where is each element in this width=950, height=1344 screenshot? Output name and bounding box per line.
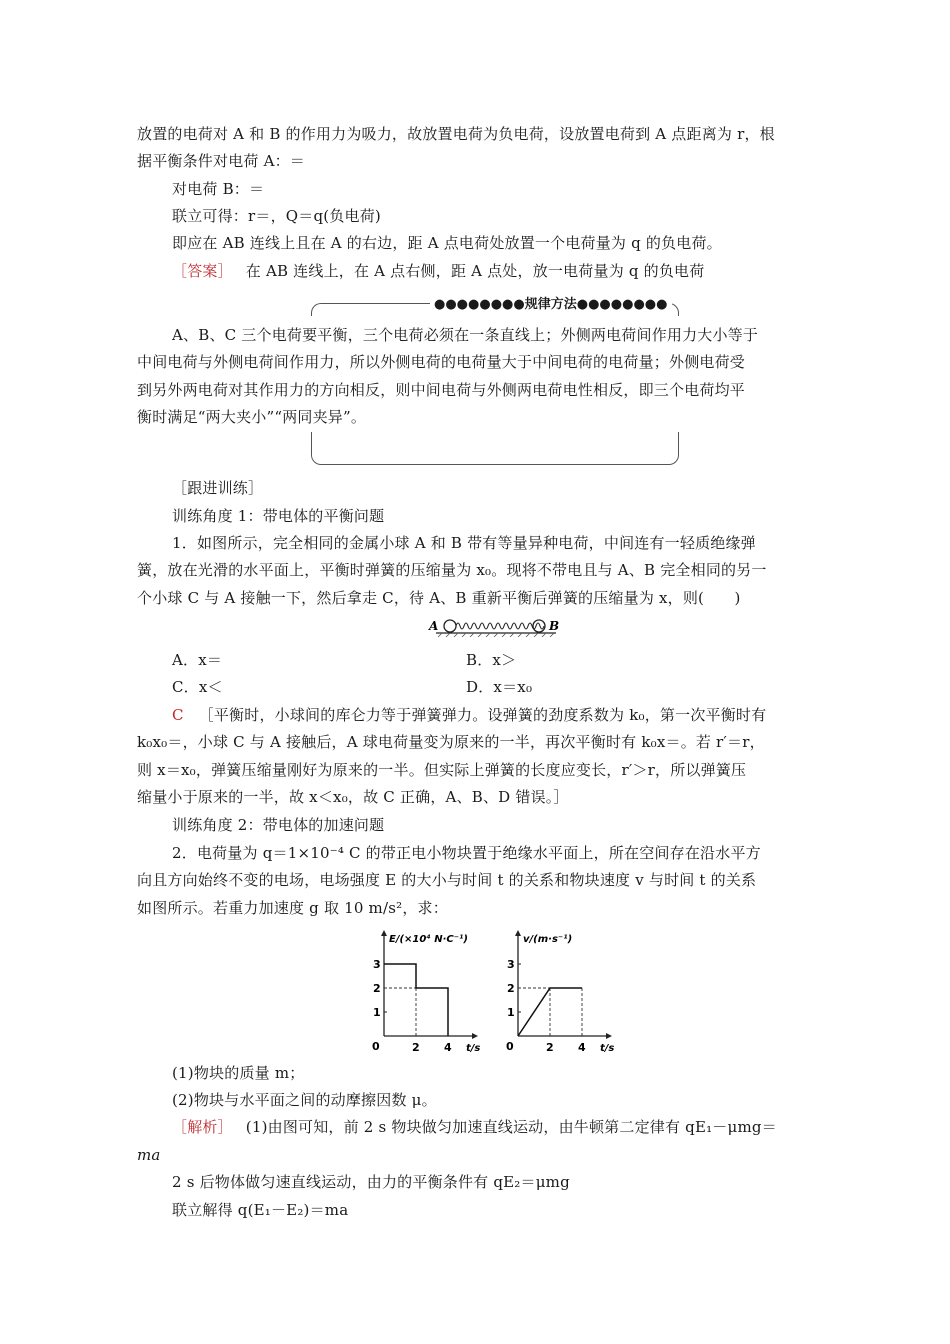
v-t-chart xyxy=(494,926,624,1054)
option-b: B．x＞ xyxy=(466,651,517,669)
analysis-text: 2 s 后物体做匀速直线运动，由力的平衡条件有 qE₂＝μmg xyxy=(172,1173,570,1191)
solution-text: 缩量小于原来的一半，故 x＜x₀，故 C 正确，A、B、D 错误。］ xyxy=(137,788,569,806)
spring-figure xyxy=(428,616,563,638)
x-axis-arrow xyxy=(472,1033,478,1039)
method-text: A、B、C 三个电荷要平衡，三个电荷必须在一条直线上；外侧两电荷间作用力大小等于 xyxy=(172,326,759,344)
y-tick-label: 3 xyxy=(507,958,515,971)
x-tick-label: 2 xyxy=(546,1041,554,1054)
origin-label: 0 xyxy=(506,1040,514,1053)
analysis-tag: ［解析］ xyxy=(172,1118,233,1136)
option-a: A．x＝ xyxy=(172,651,223,669)
sub-question: (2)物块与水平面之间的动摩擦因数 μ。 xyxy=(172,1091,437,1109)
question-text: 向且方向始终不变的电场，电场强度 E 的大小与时间 t 的关系和物块速度 v 与时间 t 的关系 xyxy=(137,871,757,889)
text-line: 放置的电荷对 A 和 B 的作用力为吸力，故放置电荷为负电荷，设放置电荷到 A 点距离为 r，根 xyxy=(137,125,775,143)
method-text: 中间电荷与外侧电荷间作用力，所以外侧电荷的电荷量大于中间电荷的电荷量；外侧电荷受 xyxy=(137,353,746,371)
y-tick-label: 1 xyxy=(373,1006,381,1019)
ball-a-label: A xyxy=(429,619,439,633)
origin-label: 0 xyxy=(372,1040,380,1053)
ball-b-label: B xyxy=(549,619,560,633)
text-line: 据平衡条件对电荷 A：＝ xyxy=(137,152,306,170)
x-axis-label: t/s xyxy=(600,1043,615,1054)
answer-tag: ［答案］ xyxy=(172,262,233,280)
question-text: 个小球 C 与 A 接触一下，然后拿走 C，待 A、B 重新平衡后弹簧的压缩量为 x，则( ) xyxy=(137,589,741,607)
question-text: 簧，放在光滑的水平面上，平衡时弹簧的压缩量为 x₀。现将不带电且与 A、B 完全相同的另一 xyxy=(137,561,767,579)
text-line: 联立可得：r＝，Q＝q(负电荷) xyxy=(172,207,381,225)
y-axis-label: E/(×10⁴ N·C⁻¹) xyxy=(389,934,468,945)
y-tick-label: 2 xyxy=(507,982,515,995)
solution-line xyxy=(172,705,766,725)
text-line: 对电荷 B：＝ xyxy=(172,180,265,198)
analysis-text: 联立解得 q(E₁－E₂)＝ma xyxy=(172,1201,349,1219)
option-d: D．x＝x₀ xyxy=(466,678,533,696)
method-text: 衡时满足“两大夹小”“两同夹异”。 xyxy=(137,408,367,426)
section-heading: ［跟进训练］ xyxy=(172,479,264,497)
question-text: 如图所示。若重力加速度 g 取 10 m/s²，求： xyxy=(137,899,448,917)
answer-text: 在 AB 连线上，在 A 点右侧，距 A 点处，放一电荷量为 q 的负电荷 xyxy=(245,262,705,280)
y-axis-label: v/(m·s⁻¹) xyxy=(523,934,573,945)
y-axis-arrow xyxy=(515,930,521,936)
solution-tag: C xyxy=(172,706,184,724)
x-axis-arrow xyxy=(606,1033,612,1039)
analysis-line xyxy=(172,1117,777,1137)
x-axis-label: t/s xyxy=(466,1043,481,1054)
method-box-bottom-frame xyxy=(311,432,679,465)
method-text: 到另外两电荷对其作用力的方向相反，则中间电荷与外侧两电荷电性相反，即三个电荷均平 xyxy=(137,381,746,399)
ball-a xyxy=(444,620,456,632)
y-tick-label: 3 xyxy=(373,958,381,971)
ball-b xyxy=(533,620,545,632)
section-subheading: 训练角度 1：带电体的平衡问题 xyxy=(172,507,385,525)
spring xyxy=(456,623,544,629)
x-tick-label: 4 xyxy=(444,1041,452,1054)
analysis-text: ma xyxy=(137,1146,161,1164)
y-axis-arrow xyxy=(381,930,387,936)
x-tick-label: 2 xyxy=(412,1041,420,1054)
method-box-title: ●●●●●●●●规律方法●●●●●●●● xyxy=(430,293,672,312)
y-tick-label: 2 xyxy=(373,982,381,995)
solution-text: k₀x₀＝，小球 C 与 A 接触后，A 球电荷量变为原来的一半，再次平衡时有 k₀x＝。若 r′＝r， xyxy=(137,733,765,751)
y-tick-label: 1 xyxy=(507,1006,515,1019)
question-text: 2．电荷量为 q＝1×10⁻⁴ C 的带正电小物块置于绝缘水平面上，所在空间存在沿水平方 xyxy=(172,844,761,862)
analysis-text: (1)由图可知，前 2 s 物块做匀加速直线运动，由牛顿第二定律有 qE₁－μmg＝ xyxy=(245,1118,777,1136)
x-tick-label: 4 xyxy=(578,1041,586,1054)
answer-line xyxy=(172,261,704,281)
text-line: 即应在 AB 连线上且在 A 的右边，距 A 点电荷处放置一个电荷量为 q 的负电荷。 xyxy=(172,234,722,252)
section-subheading: 训练角度 2：带电体的加速问题 xyxy=(172,816,385,834)
option-c: C．x＜ xyxy=(172,678,223,696)
e-t-chart xyxy=(360,926,490,1054)
question-text: 1．如图所示，完全相同的金属小球 A 和 B 带有等量异种电荷，中间连有一轻质绝缘弹 xyxy=(172,534,756,552)
sub-question: (1)物块的质量 m； xyxy=(172,1064,305,1082)
solution-text: ［平衡时，小球间的库仑力等于弹簧弹力。设弹簧的劲度系数为 k₀，第一次平衡时有 xyxy=(198,706,767,724)
solution-text: 则 x＝x₀，弹簧压缩量刚好为原来的一半。但实际上弹簧的长度应变长，r′＞r，所以弹簧压 xyxy=(137,761,747,779)
